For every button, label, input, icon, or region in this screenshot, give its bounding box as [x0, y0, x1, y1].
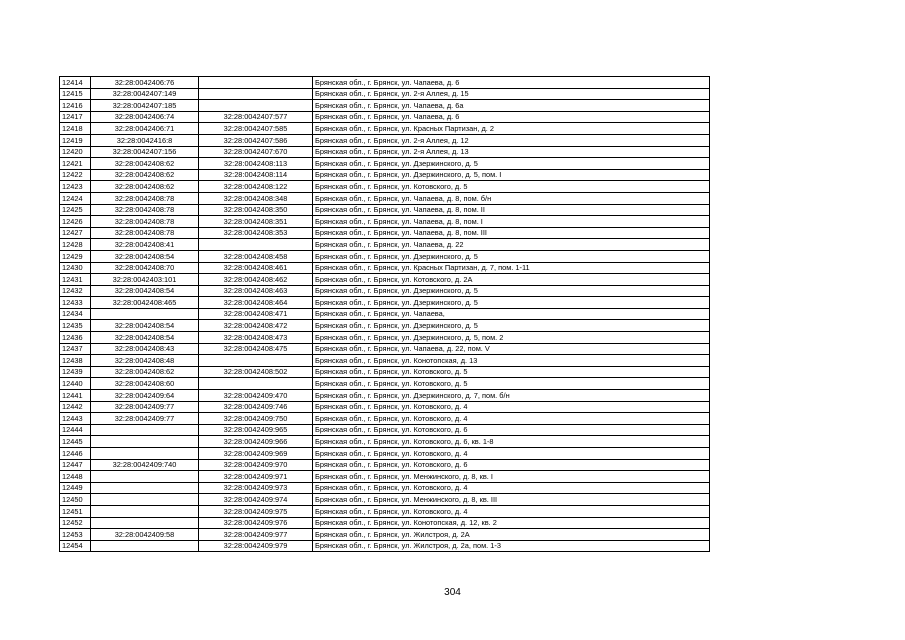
row-number-cell: 12434: [60, 308, 91, 320]
cadastral-number-cell: [91, 471, 199, 483]
table-row: [60, 332, 710, 344]
address-cell: Брянская обл., г. Брянск, ул. Дзержинского, д. 7, пом. б/н: [313, 390, 710, 402]
object-number-cell: 32:28:0042408:475: [199, 343, 313, 355]
cadastral-number-cell: [91, 308, 199, 320]
registry-table-body: [60, 77, 710, 552]
cadastral-number-cell: 32:28:0042409:58: [91, 529, 199, 541]
table-row: [60, 308, 710, 320]
row-number-cell: 12418: [60, 123, 91, 135]
address-cell: Брянская обл., г. Брянск, ул. Котовского, д. 5: [313, 181, 710, 193]
object-number-cell: 32:28:0042409:750: [199, 413, 313, 425]
address-cell: Брянская обл., г. Брянск, ул. Красных Партизан, д. 7, пом. 1-11: [313, 262, 710, 274]
table-row: [60, 100, 710, 112]
table-row: [60, 262, 710, 274]
address-cell: Брянская обл., г. Брянск, ул. Чапаева, д. 8, пом. III: [313, 227, 710, 239]
object-number-cell: 32:28:0042408:458: [199, 250, 313, 262]
registry-table: [59, 76, 710, 552]
page-number: 304: [444, 587, 461, 598]
cadastral-number-cell: 32:28:0042407:156: [91, 146, 199, 158]
address-cell: Брянская обл., г. Брянск, ул. Дзержинского, д. 5: [313, 285, 710, 297]
address-cell: Брянская обл., г. Брянск, ул. 2-я Аллея, д. 13: [313, 146, 710, 158]
object-number-cell: 32:28:0042408:351: [199, 216, 313, 228]
cadastral-number-cell: 32:28:0042408:78: [91, 227, 199, 239]
object-number-cell: 32:28:0042408:464: [199, 297, 313, 309]
address-cell: Брянская обл., г. Брянск, ул. Дзержинского, д. 5: [313, 250, 710, 262]
cadastral-number-cell: 32:28:0042409:740: [91, 459, 199, 471]
cadastral-number-cell: [91, 494, 199, 506]
cadastral-number-cell: 32:28:0042408:60: [91, 378, 199, 390]
object-number-cell: 32:28:0042409:746: [199, 401, 313, 413]
row-number-cell: 12416: [60, 100, 91, 112]
address-cell: Брянская обл., г. Брянск, ул. Котовского, д. 5: [313, 366, 710, 378]
address-cell: Брянская обл., г. Брянск, ул. Котовского, д. 4: [313, 505, 710, 517]
cadastral-number-cell: 32:28:0042408:62: [91, 181, 199, 193]
address-cell: Брянская обл., г. Брянск, ул. Чапаева, д. 8, пом. I: [313, 216, 710, 228]
table-row: [60, 146, 710, 158]
table-row: [60, 181, 710, 193]
address-cell: Брянская обл., г. Брянск, ул. Дзержинского, д. 5: [313, 297, 710, 309]
object-number-cell: 32:28:0042408:473: [199, 332, 313, 344]
object-number-cell: 32:28:0042408:350: [199, 204, 313, 216]
table-row: [60, 227, 710, 239]
row-number-cell: 12430: [60, 262, 91, 274]
object-number-cell: 32:28:0042407:585: [199, 123, 313, 135]
cadastral-number-cell: [91, 540, 199, 552]
address-cell: Брянская обл., г. Брянск, ул. Чапаева, д. 22, пом. V: [313, 343, 710, 355]
cadastral-number-cell: 32:28:0042408:54: [91, 332, 199, 344]
table-row: [60, 390, 710, 402]
cadastral-number-cell: 32:28:0042408:62: [91, 169, 199, 181]
cadastral-number-cell: 32:28:0042406:76: [91, 77, 199, 89]
address-cell: Брянская обл., г. Брянск, ул. Чапаева, д. 22: [313, 239, 710, 251]
table-row: [60, 413, 710, 425]
address-cell: Брянская обл., г. Брянск, ул. Чапаева,: [313, 308, 710, 320]
object-number-cell: [199, 100, 313, 112]
table-row: [60, 540, 710, 552]
object-number-cell: 32:28:0042408:472: [199, 320, 313, 332]
address-cell: Брянская обл., г. Брянск, ул. Котовского, д. 6: [313, 424, 710, 436]
object-number-cell: 32:28:0042407:670: [199, 146, 313, 158]
object-number-cell: 32:28:0042408:122: [199, 181, 313, 193]
address-cell: Брянская обл., г. Брянск, ул. Котовского, д. 5: [313, 378, 710, 390]
table-row: [60, 297, 710, 309]
table-row: [60, 505, 710, 517]
object-number-cell: 32:28:0042408:114: [199, 169, 313, 181]
address-cell: Брянская обл., г. Брянск, ул. 2-я Аллея, д. 15: [313, 88, 710, 100]
table-row: [60, 366, 710, 378]
table-row: [60, 216, 710, 228]
address-cell: Брянская обл., г. Брянск, ул. Дзержинского, д. 5, пом. I: [313, 169, 710, 181]
row-number-cell: 12414: [60, 77, 91, 89]
cadastral-number-cell: 32:28:0042408:54: [91, 285, 199, 297]
row-number-cell: 12438: [60, 355, 91, 367]
object-number-cell: [199, 77, 313, 89]
cadastral-number-cell: 32:28:0042408:54: [91, 250, 199, 262]
cadastral-number-cell: [91, 505, 199, 517]
address-cell: Брянская обл., г. Брянск, ул. Жилстроя, д. 2А: [313, 529, 710, 541]
cadastral-number-cell: 32:28:0042408:43: [91, 343, 199, 355]
row-number-cell: 12446: [60, 448, 91, 460]
table-row: [60, 482, 710, 494]
cadastral-number-cell: [91, 517, 199, 529]
row-number-cell: 12448: [60, 471, 91, 483]
address-cell: Брянская обл., г. Брянск, ул. Чапаева, д. 8, пом. II: [313, 204, 710, 216]
cadastral-number-cell: 32:28:0042408:78: [91, 192, 199, 204]
table-row: [60, 77, 710, 89]
address-cell: Брянская обл., г. Брянск, ул. Менжинского, д. 8, кв. III: [313, 494, 710, 506]
table-row: [60, 285, 710, 297]
table-row: [60, 274, 710, 286]
cadastral-number-cell: 32:28:0042416:8: [91, 134, 199, 146]
address-cell: Брянская обл., г. Брянск, ул. Дзержинского, д. 5, пом. 2: [313, 332, 710, 344]
row-number-cell: 12415: [60, 88, 91, 100]
address-cell: Брянская обл., г. Брянск, ул. Жилстроя, д. 2а, пом. 1-3: [313, 540, 710, 552]
table-row: [60, 204, 710, 216]
row-number-cell: 12432: [60, 285, 91, 297]
address-cell: Брянская обл., г. Брянск, ул. Чапаева, д. 6: [313, 77, 710, 89]
table-row: [60, 192, 710, 204]
row-number-cell: 12444: [60, 424, 91, 436]
cadastral-number-cell: 32:28:0042408:54: [91, 320, 199, 332]
row-number-cell: 12427: [60, 227, 91, 239]
address-cell: Брянская обл., г. Брянск, ул. Чапаева, д. 6: [313, 111, 710, 123]
address-cell: Брянская обл., г. Брянск, ул. Котовского, д. 2А: [313, 274, 710, 286]
table-row: [60, 517, 710, 529]
row-number-cell: 12425: [60, 204, 91, 216]
cadastral-number-cell: 32:28:0042403:101: [91, 274, 199, 286]
cadastral-number-cell: 32:28:0042409:77: [91, 401, 199, 413]
address-cell: Брянская обл., г. Брянск, ул. Красных Партизан, д. 2: [313, 123, 710, 135]
table-row: [60, 169, 710, 181]
address-cell: Брянская обл., г. Брянск, ул. Дзержинского, д. 5: [313, 158, 710, 170]
row-number-cell: 12422: [60, 169, 91, 181]
address-cell: Брянская обл., г. Брянск, ул. Менжинского, д. 8, кв. I: [313, 471, 710, 483]
row-number-cell: 12424: [60, 192, 91, 204]
object-number-cell: 32:28:0042408:463: [199, 285, 313, 297]
table-row: [60, 459, 710, 471]
table-row: [60, 158, 710, 170]
row-number-cell: 12419: [60, 134, 91, 146]
cadastral-number-cell: 32:28:0042409:77: [91, 413, 199, 425]
address-cell: Брянская обл., г. Брянск, ул. 2-я Аллея, д. 12: [313, 134, 710, 146]
row-number-cell: 12449: [60, 482, 91, 494]
object-number-cell: 32:28:0042409:974: [199, 494, 313, 506]
row-number-cell: 12421: [60, 158, 91, 170]
row-number-cell: 12420: [60, 146, 91, 158]
address-cell: Брянская обл., г. Брянск, ул. Котовского, д. 6: [313, 459, 710, 471]
row-number-cell: 12436: [60, 332, 91, 344]
object-number-cell: 32:28:0042408:113: [199, 158, 313, 170]
object-number-cell: 32:28:0042409:976: [199, 517, 313, 529]
table-row: [60, 320, 710, 332]
address-cell: Брянская обл., г. Брянск, ул. Чапаева, д. 6а: [313, 100, 710, 112]
cadastral-number-cell: 32:28:0042406:71: [91, 123, 199, 135]
object-number-cell: [199, 88, 313, 100]
object-number-cell: 32:28:0042409:975: [199, 505, 313, 517]
table-row: [60, 355, 710, 367]
object-number-cell: 32:28:0042409:973: [199, 482, 313, 494]
address-cell: Брянская обл., г. Брянск, ул. Конотопская, д. 12, кв. 2: [313, 517, 710, 529]
cadastral-number-cell: 32:28:0042408:465: [91, 297, 199, 309]
address-cell: Брянская обл., г. Брянск, ул. Котовского, д. 6, кв. 1-8: [313, 436, 710, 448]
cadastral-number-cell: [91, 424, 199, 436]
cadastral-number-cell: 32:28:0042408:78: [91, 216, 199, 228]
object-number-cell: [199, 239, 313, 251]
address-cell: Брянская обл., г. Брянск, ул. Дзержинского, д. 5: [313, 320, 710, 332]
object-number-cell: 32:28:0042407:577: [199, 111, 313, 123]
table-row: [60, 529, 710, 541]
table-row: [60, 88, 710, 100]
object-number-cell: 32:28:0042408:462: [199, 274, 313, 286]
table-row: [60, 471, 710, 483]
address-cell: Брянская обл., г. Брянск, ул. Конотопская, д. 13: [313, 355, 710, 367]
address-cell: Брянская обл., г. Брянск, ул. Чапаева, д. 8, пом. б/н: [313, 192, 710, 204]
address-cell: Брянская обл., г. Брянск, ул. Котовского, д. 4: [313, 482, 710, 494]
object-number-cell: 32:28:0042408:461: [199, 262, 313, 274]
cadastral-number-cell: 32:28:0042408:41: [91, 239, 199, 251]
row-number-cell: 12451: [60, 505, 91, 517]
row-number-cell: 12423: [60, 181, 91, 193]
cadastral-number-cell: 32:28:0042407:185: [91, 100, 199, 112]
row-number-cell: 12426: [60, 216, 91, 228]
table-row: [60, 111, 710, 123]
row-number-cell: 12453: [60, 529, 91, 541]
row-number-cell: 12429: [60, 250, 91, 262]
cadastral-number-cell: 32:28:0042408:48: [91, 355, 199, 367]
row-number-cell: 12439: [60, 366, 91, 378]
cadastral-number-cell: 32:28:0042406:74: [91, 111, 199, 123]
row-number-cell: 12437: [60, 343, 91, 355]
cadastral-number-cell: 32:28:0042407:149: [91, 88, 199, 100]
cadastral-number-cell: 32:28:0042408:62: [91, 366, 199, 378]
table-row: [60, 494, 710, 506]
object-number-cell: 32:28:0042409:971: [199, 471, 313, 483]
cadastral-number-cell: [91, 436, 199, 448]
row-number-cell: 12450: [60, 494, 91, 506]
row-number-cell: 12441: [60, 390, 91, 402]
row-number-cell: 12454: [60, 540, 91, 552]
cadastral-number-cell: 32:28:0042408:78: [91, 204, 199, 216]
row-number-cell: 12445: [60, 436, 91, 448]
object-number-cell: [199, 378, 313, 390]
object-number-cell: 32:28:0042408:348: [199, 192, 313, 204]
cadastral-number-cell: [91, 448, 199, 460]
row-number-cell: 12417: [60, 111, 91, 123]
cadastral-number-cell: 32:28:0042408:62: [91, 158, 199, 170]
row-number-cell: 12433: [60, 297, 91, 309]
table-row: [60, 436, 710, 448]
address-cell: Брянская обл., г. Брянск, ул. Котовского, д. 4: [313, 413, 710, 425]
row-number-cell: 12440: [60, 378, 91, 390]
row-number-cell: 12435: [60, 320, 91, 332]
row-number-cell: 12452: [60, 517, 91, 529]
object-number-cell: 32:28:0042408:502: [199, 366, 313, 378]
cadastral-number-cell: [91, 482, 199, 494]
table-row: [60, 424, 710, 436]
table-row: [60, 378, 710, 390]
object-number-cell: 32:28:0042409:965: [199, 424, 313, 436]
row-number-cell: 12442: [60, 401, 91, 413]
object-number-cell: 32:28:0042407:586: [199, 134, 313, 146]
object-number-cell: 32:28:0042409:969: [199, 448, 313, 460]
table-row: [60, 123, 710, 135]
object-number-cell: 32:28:0042409:470: [199, 390, 313, 402]
object-number-cell: 32:28:0042409:970: [199, 459, 313, 471]
object-number-cell: 32:28:0042409:977: [199, 529, 313, 541]
cadastral-number-cell: 32:28:0042409:64: [91, 390, 199, 402]
table-row: [60, 250, 710, 262]
table-row: [60, 239, 710, 251]
object-number-cell: 32:28:0042409:979: [199, 540, 313, 552]
table-row: [60, 343, 710, 355]
object-number-cell: 32:28:0042408:471: [199, 308, 313, 320]
table-row: [60, 448, 710, 460]
row-number-cell: 12431: [60, 274, 91, 286]
object-number-cell: 32:28:0042408:353: [199, 227, 313, 239]
row-number-cell: 12428: [60, 239, 91, 251]
row-number-cell: 12443: [60, 413, 91, 425]
object-number-cell: 32:28:0042409:966: [199, 436, 313, 448]
table-row: [60, 401, 710, 413]
table-row: [60, 134, 710, 146]
object-number-cell: [199, 355, 313, 367]
cadastral-number-cell: 32:28:0042408:70: [91, 262, 199, 274]
row-number-cell: 12447: [60, 459, 91, 471]
address-cell: Брянская обл., г. Брянск, ул. Котовского, д. 4: [313, 401, 710, 413]
address-cell: Брянская обл., г. Брянск, ул. Котовского, д. 4: [313, 448, 710, 460]
